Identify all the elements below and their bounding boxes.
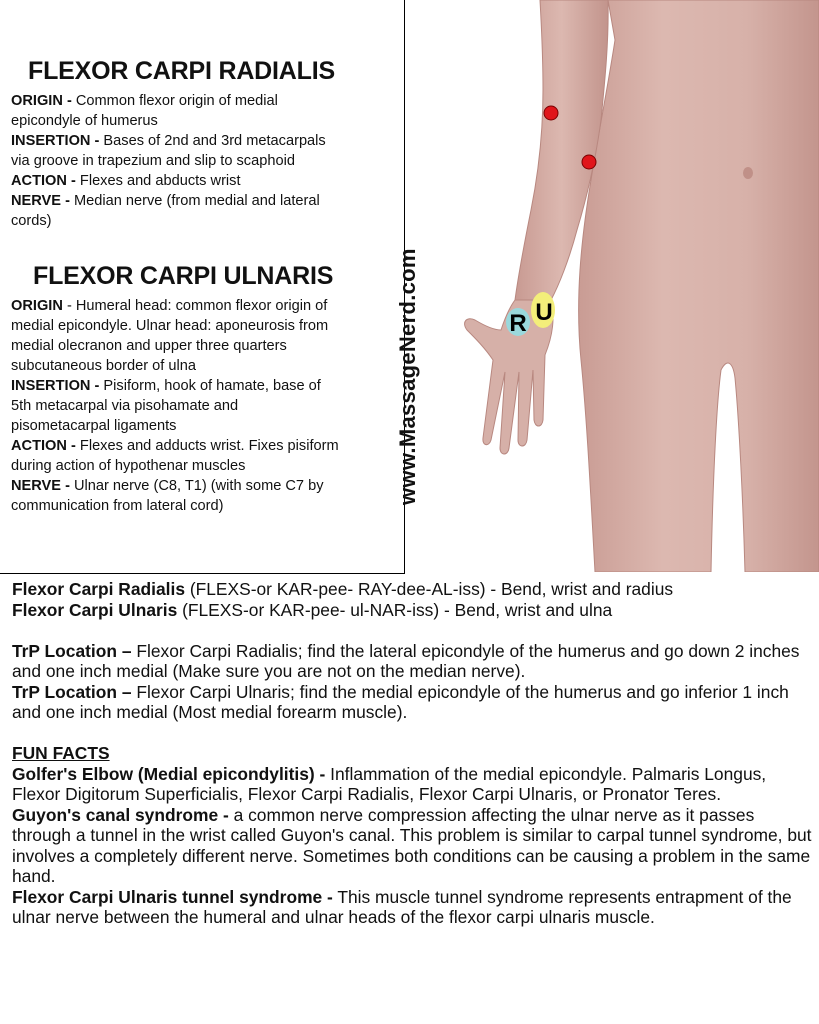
fcr-detail-text: via groove in trapezium and slip to scaphoid xyxy=(11,153,295,169)
fcr-title: FLEXOR CARPI RADIALIS xyxy=(28,57,335,85)
fact-guyons-canal: Guyon's canal syndrome - a common nerve compression affecting the ulnar nerve as it passes through a tunnel in the wrist called Guyon's canal. This problem is similar to carpal tunnel syndrome, but involves a completely different nerve. Sometimes both conditions can be causing a problem in the same hand. xyxy=(12,804,812,886)
fcu-details xyxy=(11,296,401,516)
trp-location-fcr: TrP Location – Flexor Carpi Radialis; find the lateral epicondyle of the humerus and go down 2 inches and one inch medial (Make sure you are not on the median nerve). xyxy=(12,640,800,681)
fcu-detail-line xyxy=(11,476,401,496)
fcu-detail-text: communication from lateral cord) xyxy=(11,498,224,514)
marker-r-label: R xyxy=(509,310,527,337)
pronunciation-fcr: Flexor Carpi Radialis (FLEXS-or KAR-pee- RAY-dee-AL-iss) - Bend, wrist and radius xyxy=(12,579,674,599)
fcu-detail-line xyxy=(11,296,401,316)
muscle-info-panel xyxy=(0,0,405,574)
torso-shape xyxy=(579,0,819,572)
fcu-detail-text: medial olecranon and upper three quarters xyxy=(11,338,287,354)
site-watermark: www.MassageNerd.com xyxy=(395,248,420,505)
fcr-detail-line xyxy=(11,111,401,131)
anatomy-figure xyxy=(405,0,819,572)
fcr-detail-text: Bases of 2nd and 3rd metacarpals xyxy=(99,133,326,149)
fcr-detail-line xyxy=(11,171,401,191)
fcr-detail-text: Common flexor origin of medial xyxy=(71,93,278,109)
fcu-detail-line xyxy=(11,436,401,456)
fcr-details xyxy=(11,91,401,231)
fcu-detail-line xyxy=(11,496,401,516)
fcr-detail-label: ORIGIN - xyxy=(11,93,72,109)
fcu-detail-text: subcutaneous border of ulna xyxy=(11,358,196,374)
trigger-point-fcu xyxy=(582,155,596,169)
fcu-detail-label: INSERTION - xyxy=(11,378,100,394)
fcu-detail-line xyxy=(11,456,401,476)
fcu-detail-line xyxy=(11,316,401,336)
fcr-detail-label: ACTION - xyxy=(11,173,76,189)
fcr-detail-text: Median nerve (from medial and lateral xyxy=(69,193,320,209)
fcr-detail-line xyxy=(11,211,401,231)
trigger-point-fcr xyxy=(544,106,558,120)
fcr-detail-line xyxy=(11,91,401,111)
fcu-detail-text: Pisiform, hook of hamate, base of xyxy=(99,378,321,394)
fcu-detail-line xyxy=(11,396,401,416)
fcr-detail-text: epicondyle of humerus xyxy=(11,113,158,129)
navel xyxy=(743,167,753,179)
fcu-detail-label: ACTION - xyxy=(11,438,76,454)
trp-location-fcu: TrP Location – Flexor Carpi Ulnaris; find the medial epicondyle of the humerus and go inferior 1 inch and one inch medial (Most medial forearm muscle). xyxy=(12,681,789,722)
fcu-detail-text: 5th metacarpal via pisohamate and xyxy=(11,398,239,414)
fcu-detail-label: ORIGIN xyxy=(11,298,63,314)
fcr-detail-label: NERVE - xyxy=(11,193,70,209)
fcu-detail-text: during action of hypothenar muscles xyxy=(11,458,246,474)
fcr-detail-line xyxy=(11,131,401,151)
fcr-detail-text: Flexes and abducts wrist xyxy=(75,173,241,189)
fcr-detail-line xyxy=(11,151,401,171)
fcu-detail-line xyxy=(11,416,401,436)
fcu-detail-text: pisometacarpal ligaments xyxy=(11,418,177,434)
fcu-detail-text: Ulnar nerve (C8, T1) (with some C7 by xyxy=(69,478,324,494)
fcu-title: FLEXOR CARPI ULNARIS xyxy=(33,262,334,290)
bottom-text xyxy=(12,579,812,928)
fcu-detail-label: NERVE - xyxy=(11,478,70,494)
fcr-detail-label: INSERTION - xyxy=(11,133,100,149)
fact-golfers-elbow: Golfer's Elbow (Medial epicondylitis) - Inflammation of the medial epicondyle. Palmaris Longus, Flexor Digitorum Superficialis, Flexor Carpi Radialis, Flexor Carpi Ulnaris, or Pronator Teres. xyxy=(12,763,767,804)
fcu-detail-line xyxy=(11,376,401,396)
pronunciation-fcu: Flexor Carpi Ulnaris (FLEXS-or KAR-pee- ul-NAR-iss) - Bend, wrist and ulna xyxy=(12,599,613,620)
fcr-detail-line xyxy=(11,191,401,211)
fcu-detail-line xyxy=(11,356,401,376)
fun-facts-heading: FUN FACTS xyxy=(12,743,110,763)
fcr-detail-text: cords) xyxy=(11,213,52,229)
fcu-detail-text: medial epicondyle. Ulnar head: aponeurosis from xyxy=(11,318,329,334)
fcu-detail-line xyxy=(11,336,401,356)
fcu-detail-text: - Humeral head: common flexor origin of xyxy=(62,298,328,314)
fcu-detail-text: Flexes and adducts wrist. Fixes pisiform xyxy=(75,438,339,454)
marker-u-label: U xyxy=(535,299,553,326)
fact-fcu-tunnel: Flexor Carpi Ulnaris tunnel syndrome - This muscle tunnel syndrome represents entrapment of the ulnar nerve between the humeral and ulnar heads of the flexor carpi ulnaris muscle. xyxy=(12,886,792,927)
